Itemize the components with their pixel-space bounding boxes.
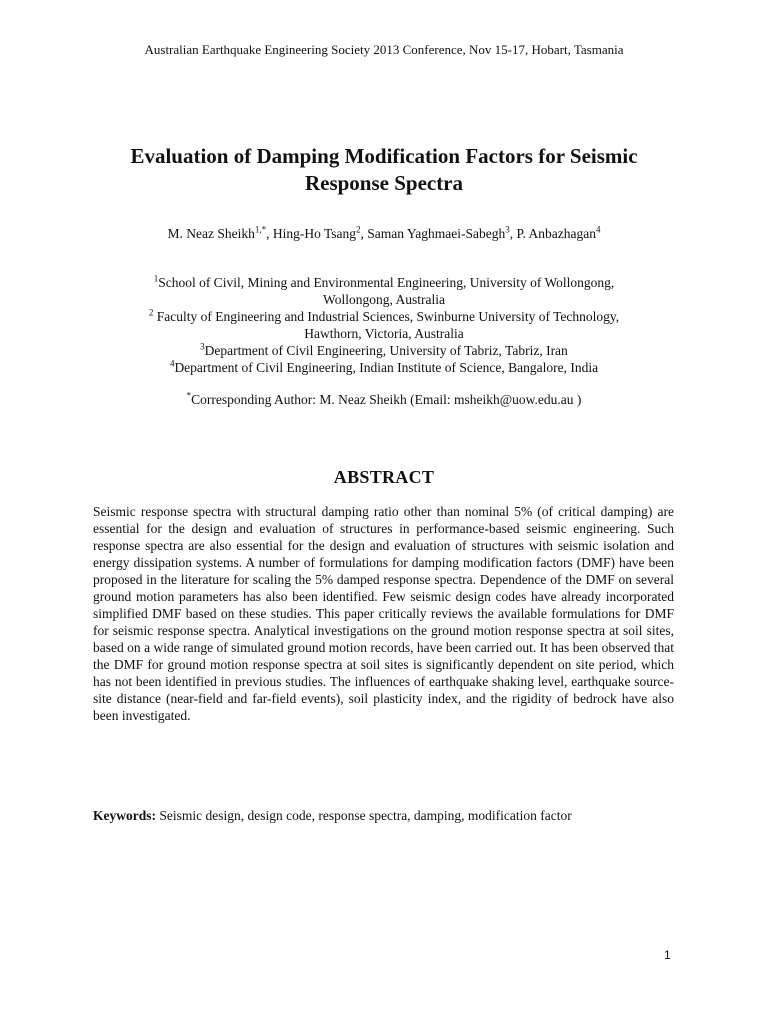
affiliation-item [80, 342, 688, 359]
author-name: P. Anbazhagan [516, 226, 596, 241]
abstract-body: Seismic response spectra with structural damping ratio other than nominal 5% (of critical damping) are essential for the design and evaluation of structures in performance-based seismic engineering. Such response spectra are also essential for the design and evaluation of structures with seismic isolation and energy dissipation systems. A number of formulations for damping modification factors (DMF) have been proposed in the literature for scaling the 5% damped response spectra. Dependence of the DMF on several ground motion parameters has also been identified. Few seismic design codes have already incorporated simplified DMF based on these studies. This paper critically reviews the available formulations for DMF for seismic response spectra. Analytical investigations on the ground motion response spectra at soil sites, based on a wide range of simulated ground motion records, have been carried out. It has been observed that the DMF for ground motion response spectra at soil sites is significantly dependent on site period, which has not been identified in previous studies. The influences of earthquake shaking level, earthquake source-site distance (near-field and far-field events), soil plasticity index, and the rigidity of bedrock have also been investigated. [93, 504, 674, 723]
affiliation-text: Department of Civil Engineering, Indian Institute of Science, Bangalore, India [174, 360, 599, 375]
keywords-label: Keywords: [93, 808, 156, 823]
affiliation-mark: 3 [200, 341, 205, 352]
author-separator: , [509, 226, 517, 241]
keywords-line [93, 808, 693, 824]
author-name: M. Neaz Sheikh [167, 226, 255, 241]
affiliation-item-continued: Wollongong, Australia [323, 292, 445, 307]
title-line-2: Response Spectra [304, 171, 464, 195]
author-list [0, 226, 768, 242]
author-separator: , [266, 226, 273, 241]
affiliation-list [80, 274, 688, 376]
author-name: Saman Yaghmaei-Sabegh [367, 226, 506, 241]
keywords-text: Seismic design, design code, response spectra, damping, modification factor [156, 808, 572, 823]
author-affiliation-mark: 2 [356, 224, 361, 235]
page-number: 1 [664, 948, 671, 962]
author-name: Hing-Ho Tsang [272, 226, 357, 241]
affiliation-item-continued: Hawthorn, Victoria, Australia [304, 326, 464, 341]
affiliation-item [80, 308, 688, 325]
conference-header: Australian Earthquake Engineering Society 2013 Conference, Nov 15-17, Hobart, Tasmania [144, 42, 624, 57]
author-separator: , [360, 226, 368, 241]
affiliation-mark: 4 [169, 358, 175, 369]
author-affiliation-mark: 3 [505, 224, 510, 235]
affiliation-text: Faculty of Engineering and Industrial Sciences, Swinburne University of Technology, [153, 309, 620, 324]
affiliation-item [80, 274, 688, 291]
affiliation-item [80, 359, 688, 376]
title-line-1: Evaluation of Damping Modification Factors for Seismic [130, 144, 638, 168]
corresponding-mark: * [186, 390, 192, 401]
paper-title [84, 143, 684, 197]
affiliation-text: Department of Civil Engineering, University of Tabriz, Tabriz, Iran [204, 343, 568, 358]
author-affiliation-mark: 4 [596, 224, 601, 235]
author-affiliation-mark: 1,* [254, 224, 267, 235]
abstract-heading: ABSTRACT [333, 467, 435, 487]
corresponding-author [0, 392, 768, 408]
affiliation-text: School of Civil, Mining and Environmental Engineering, University of Wollongong, [158, 275, 615, 290]
affiliation-mark: 1 [153, 273, 159, 284]
affiliation-mark: 2 [148, 307, 154, 318]
corresponding-text: Corresponding Author: M. Neaz Sheikh (Email: msheikh@uow.edu.au ) [191, 392, 582, 407]
